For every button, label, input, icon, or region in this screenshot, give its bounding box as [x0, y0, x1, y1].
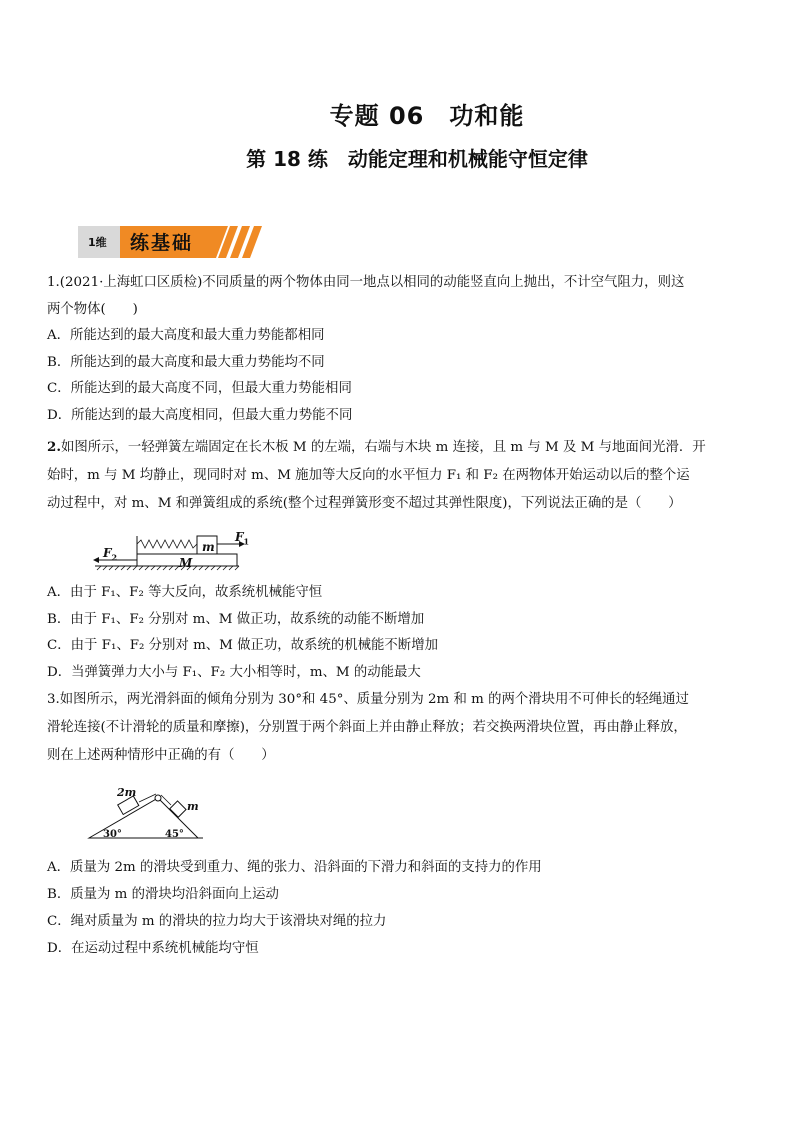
- question-2: [47, 433, 752, 686]
- stem-text: (2021·上海虹口区质检)不同质量的两个物体由同一地点以相同的动能竖直向上抛出，不计空气阻力，则这: [59, 275, 685, 290]
- question-number: 3.: [47, 692, 60, 707]
- option-d: D．在运动过程中系统机械能均守恒: [47, 941, 259, 956]
- question-stem-line: [47, 270, 752, 297]
- question-list: [47, 270, 752, 962]
- question-stem-line: 动过程中，对 m、M 和弹簧组成的系统(整个过程弹簧形变不超过其弹性限度)，下列说法正确的是（ ）: [47, 496, 682, 511]
- option-d: D．当弹簧弹力大小与 F₁、F₂ 大小相等时，m、M 的动能最大: [47, 664, 421, 680]
- option-c: C．所能达到的最大高度不同，但最大重力势能相同: [47, 381, 352, 396]
- option-a: A．所能达到的最大高度和最大重力势能都相同: [47, 328, 325, 343]
- label-small-block: m: [202, 540, 215, 554]
- question-stem-line: [47, 433, 752, 462]
- label-left-angle: 30°: [103, 829, 122, 840]
- label-big-block: M: [179, 556, 193, 570]
- banner-label: 练基础: [130, 232, 194, 254]
- question-stem-line: [47, 686, 752, 714]
- option-d: D．所能达到的最大高度相同，但最大重力势能不同: [47, 407, 353, 423]
- spring-block-figure: [47, 526, 752, 574]
- incline-figure: [47, 780, 752, 846]
- option-c: C．由于 F₁、F₂ 分别对 m、M 做正功，故系统的机械能不断增加: [47, 638, 438, 653]
- question-number: 1.: [47, 275, 60, 290]
- question-1: [47, 270, 752, 429]
- stem-text: 如图所示，两光滑斜面的倾角分别为 30°和 45°、质量分别为 2m 和 m 的两个滑块用不可伸长的轻绳通过: [59, 692, 689, 707]
- question-number: 2.: [47, 439, 61, 455]
- page-title: 专题 06 功和能: [329, 102, 525, 130]
- option-b: B．所能达到的最大高度和最大重力势能均不同: [47, 354, 325, 370]
- page-subtitle: 第 18 练 动能定理和机械能守恒定律: [246, 147, 588, 171]
- label-f1: $F_1$: [235, 530, 250, 547]
- banner-level: 1维: [88, 236, 107, 249]
- option-b: B．由于 F₁、F₂ 分别对 m、M 做正功，故系统的动能不断增加: [47, 611, 425, 627]
- option-c: C．绳对质量为 m 的滑块的拉力均大于该滑块对绳的拉力: [47, 914, 387, 929]
- question-3: [47, 686, 752, 962]
- option-a: A．由于 F₁、F₂ 等大反向，故系统机械能守恒: [47, 585, 323, 600]
- label-f2: $F_2$: [103, 546, 118, 563]
- label-right-block: m: [187, 800, 199, 813]
- label-right-angle: 45°: [165, 829, 184, 840]
- question-stem-line: 始时，m 与 M 均静止，现同时对 m、M 施加等大反向的水平恒力 F₁ 和 F₂ 在两物体开始运动以后的整个运: [47, 468, 690, 483]
- option-a: A．质量为 2m 的滑块受到重力、绳的张力、沿斜面的下滑力和斜面的支持力的作用: [47, 860, 542, 875]
- question-stem-line: 两个物体( ): [47, 301, 138, 317]
- label-left-block: 2m: [117, 786, 137, 799]
- stem-text: 如图所示，一轻弹簧左端固定在长木板 M 的左端，右端与木块 m 连接，且 m 与 M 及 M 与地面间光滑．开: [60, 440, 706, 455]
- section-banner: [78, 222, 268, 262]
- option-b: B．质量为 m 的滑块均沿斜面向上运动: [47, 887, 279, 902]
- question-stem-line: 则在上述两种情形中正确的有（ ）: [47, 748, 275, 763]
- question-stem-line: 滑轮连接(不计滑轮的质量和摩擦)，分别置于两个斜面上并由静止释放；若交换两滑块位置，再由静止释放，: [47, 720, 687, 735]
